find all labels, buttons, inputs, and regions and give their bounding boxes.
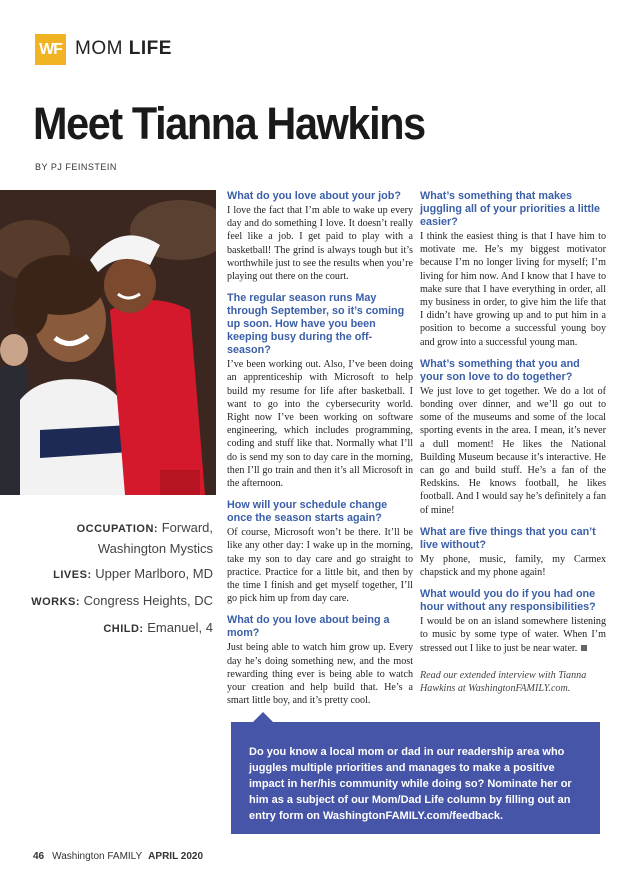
fact-box bbox=[30, 518, 213, 645]
fact-key: OCCUPATION: bbox=[76, 523, 159, 535]
answer: My phone, music, family, my Carmex chapstick and my phone again! bbox=[420, 553, 606, 579]
answer: I love the fact that I’m able to wake up every day and do something I love. It doesn’t really feel like a job. I get paid to play with a basketball! The grind is always tough but it’s worthwhile just to see the results when you’re playing out there on the court. bbox=[227, 205, 413, 283]
answer: I’ve been working out. Also, I’ve been doing an apprenticeship with Microsoft to help build my resume for life after basketball. I want to go into the cybersecurity world. Right now I’ve been working on software engineering, which includes programming, coding and stuff like that. Normally what I’ll do is send my son to day care in the morning, then I’ll go train and then it’s all Microsoft in the afternoon. bbox=[227, 359, 413, 490]
question: How will your schedule change once the season starts again? bbox=[227, 499, 388, 525]
fact-key: CHILD: bbox=[103, 623, 144, 635]
fact-lives bbox=[30, 564, 213, 585]
fact-value: Forward, Washington Mystics bbox=[97, 520, 213, 556]
end-mark-icon bbox=[581, 645, 587, 651]
byline: BY PJ FEINSTEIN bbox=[35, 162, 117, 172]
fact-child bbox=[30, 618, 213, 639]
answer bbox=[420, 615, 606, 655]
question: What’s something that makes juggling all of your priorities a little easier? bbox=[420, 190, 600, 228]
question: What would you do if you had one hour without any responsibilities? bbox=[420, 588, 596, 614]
hero-photo bbox=[0, 190, 216, 495]
brand-logo: WF bbox=[35, 34, 66, 65]
nomination-callout: Do you know a local mom or dad in our readership area who juggles multiple priorities and manages to make a positive impact in her/his community while doing so? Nominate her or him as a subject of our Mom/Dad Life column by filling out an entry form on WashingtonFAMILY.com/feedback. bbox=[231, 722, 600, 834]
extended-interview-note: Read our extended interview with Tianna Hawkins at WashingtonFAMILY.com. bbox=[420, 669, 587, 695]
section-label-light: MOM bbox=[75, 38, 129, 59]
section-label bbox=[75, 38, 172, 60]
question: What are five things that you can’t live without? bbox=[420, 525, 596, 551]
article-headline: Meet Tianna Hawkins bbox=[33, 98, 425, 149]
question: What’s something that you and your son love to do together? bbox=[420, 357, 580, 383]
publication-name: Washington FAMILY bbox=[52, 851, 143, 862]
question: What do you love about being a mom? bbox=[227, 614, 390, 640]
page-footer bbox=[33, 851, 203, 862]
article-column-1 bbox=[227, 190, 413, 716]
fact-occupation bbox=[30, 518, 213, 558]
question: What do you love about your job? bbox=[227, 190, 401, 202]
fact-value: Upper Marlboro, MD bbox=[95, 566, 213, 581]
answer: Just being able to watch him grow up. Every day he’s doing something new, and the most rewarding thing ever is being able to watch your creation and help build that. He’s a smart little boy, and it’s pretty cool. bbox=[227, 642, 413, 707]
issue-date: APRIL 2020 bbox=[148, 851, 204, 862]
photo-illustration bbox=[0, 190, 216, 495]
fact-value: Emanuel, 4 bbox=[147, 620, 213, 635]
fact-works bbox=[30, 591, 213, 612]
answer: I think the easiest thing is that I have him to motivate me. He’s my biggest motivator because I’m no longer living for myself; I’m living for him now. And I know that I have to make sure that I have everything in order, all my business in order, to give him the life that I didn’t have growing up and to put him in a position to become a successful young boy and grow into a successful young man. bbox=[420, 231, 606, 348]
section-label-bold: LIFE bbox=[128, 38, 172, 59]
fact-value: Congress Heights, DC bbox=[83, 593, 213, 608]
fact-key: LIVES: bbox=[53, 569, 92, 581]
answer-text: I would be on an island somewhere listening to music by some type of water. When I’m stressed out I like to just be near water. bbox=[420, 616, 606, 654]
article-column-2 bbox=[420, 190, 606, 704]
page-number: 46 bbox=[33, 851, 45, 862]
fact-key: WORKS: bbox=[31, 596, 81, 608]
answer: Of course, Microsoft won’t be there. It’ll be like any other day: I wake up in the morning, take my son to day care and go straight to practice. Practice for a little bit, and then by the time I finish and get myself together, I’ll go pick him up from day care. bbox=[227, 527, 413, 605]
answer: We just love to get together. We do a lot of bonding over dinner, and we’ll go out to some of the museums and some of the local sporting events in the area. I mean, it’s never a dull moment! He likes the National Building Museum because it’s interactive. He can go and build stuff. He’s a fan of the Redskins. He knows football, he likes football. And I would say he’s definitely a fan of mine! bbox=[420, 385, 606, 516]
question: The regular season runs May through September, so it’s coming up soon. How have you been keeping busy during the off-season? bbox=[227, 292, 405, 357]
